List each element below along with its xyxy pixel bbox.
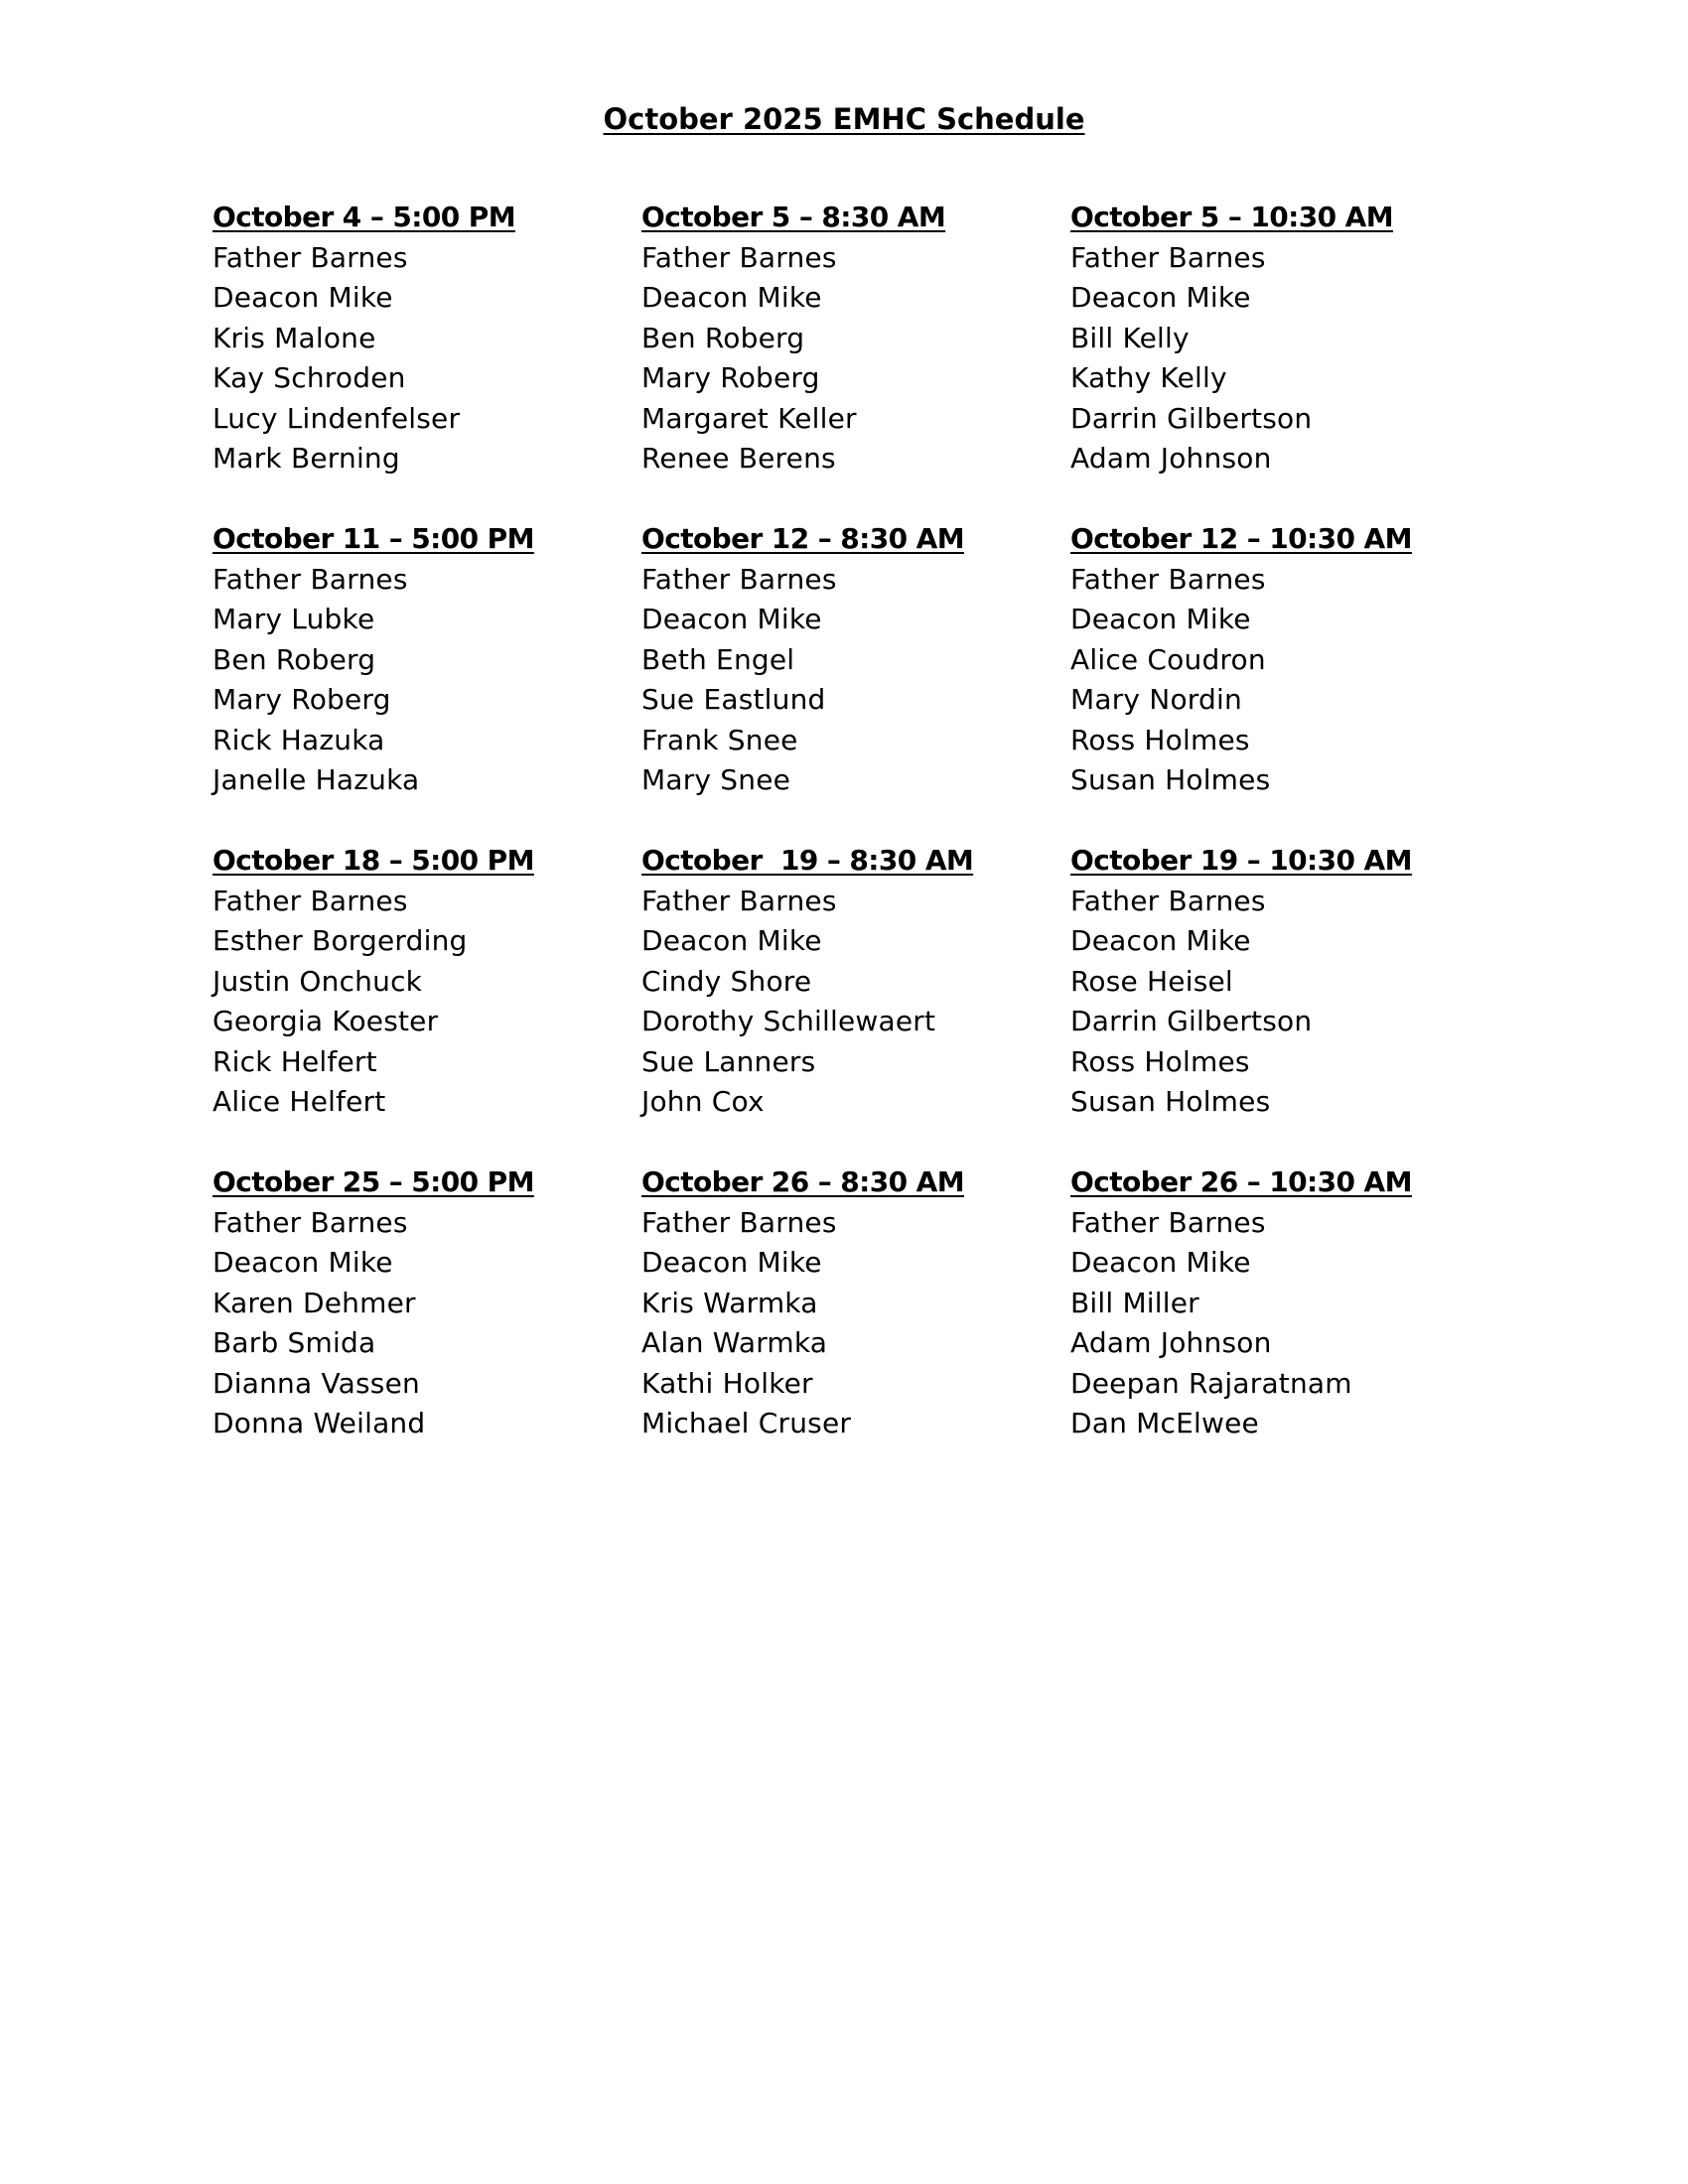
page-title: October 2025 EMHC Schedule (603, 102, 1085, 136)
minister-name: Kris Malone (212, 321, 376, 354)
service-time-heading: October 25 – 5:00 PM (212, 1165, 534, 1198)
minister-name: Dianna Vassen (212, 1366, 420, 1400)
schedule-block (212, 841, 641, 1162)
minister-name: Mary Roberg (212, 683, 391, 716)
schedule-block (1070, 1162, 1499, 1484)
minister-name: Father Barnes (641, 884, 837, 917)
minister-name: Deepan Rajaratnam (1070, 1366, 1352, 1400)
minister-name: Alice Coudron (1070, 642, 1266, 676)
minister-name: Deacon Mike (641, 924, 822, 957)
service-time-heading: October 12 – 8:30 AM (641, 522, 964, 555)
service-time-heading: October 5 – 8:30 AM (641, 201, 946, 233)
schedule-block (641, 1162, 1070, 1484)
minister-name: Karen Dehmer (212, 1286, 416, 1319)
minister-name: Georgia Koester (212, 1005, 439, 1037)
schedule-block (212, 1162, 641, 1484)
minister-list (641, 882, 1070, 1123)
minister-name: Mary Nordin (1070, 683, 1242, 716)
minister-name: Donna Weiland (212, 1407, 426, 1439)
service-time-heading: October 12 – 10:30 AM (1070, 522, 1412, 555)
minister-name: Bill Miller (1070, 1286, 1199, 1319)
minister-list (1070, 238, 1499, 479)
minister-name: Deacon Mike (641, 281, 822, 314)
minister-name: Mark Berning (212, 442, 400, 475)
minister-name: Adam Johnson (1070, 1326, 1272, 1359)
minister-name: Cindy Shore (641, 964, 812, 998)
minister-name: Deacon Mike (641, 1246, 822, 1279)
minister-name: John Cox (641, 1085, 765, 1118)
minister-name: Kris Warmka (641, 1286, 818, 1319)
minister-list (212, 882, 641, 1123)
minister-name: Kathi Holker (641, 1366, 813, 1400)
minister-name: Father Barnes (1070, 240, 1266, 274)
minister-list (212, 238, 641, 479)
minister-name: Renee Berens (641, 442, 836, 475)
schedule-grid (212, 198, 1503, 1484)
minister-list (1070, 882, 1499, 1123)
schedule-block (641, 841, 1070, 1162)
service-time-heading: October 11 – 5:00 PM (212, 522, 534, 555)
minister-name: Esther Borgerding (212, 924, 468, 957)
minister-name: Sue Lanners (641, 1044, 816, 1078)
minister-name: Adam Johnson (1070, 442, 1272, 475)
minister-name: Father Barnes (641, 1205, 837, 1239)
minister-name: Father Barnes (212, 1205, 408, 1239)
minister-name: Deacon Mike (212, 1246, 393, 1279)
minister-name: Mary Lubke (212, 603, 375, 635)
minister-name: Sue Eastlund (641, 683, 826, 716)
minister-name: Mary Snee (641, 763, 791, 796)
schedule-block (1070, 198, 1499, 519)
minister-name: Michael Cruser (641, 1407, 852, 1439)
minister-name: Dorothy Schillewaert (641, 1005, 936, 1037)
minister-name: Lucy Lindenfelser (212, 401, 461, 435)
minister-name: Deacon Mike (212, 281, 393, 314)
minister-name: Dan McElwee (1070, 1407, 1259, 1439)
minister-name: Alan Warmka (641, 1326, 828, 1359)
service-time-heading: October 18 – 5:00 PM (212, 844, 534, 877)
minister-name: Deacon Mike (1070, 281, 1251, 314)
minister-list (641, 1203, 1070, 1444)
minister-name: Mary Roberg (641, 361, 820, 394)
minister-name: Ross Holmes (1070, 723, 1250, 756)
minister-name: Father Barnes (212, 240, 408, 274)
schedule-block (641, 198, 1070, 519)
service-time-heading: October 19 – 10:30 AM (1070, 844, 1412, 877)
minister-name: Bill Kelly (1070, 321, 1190, 354)
minister-name: Margaret Keller (641, 401, 857, 435)
minister-name: Beth Engel (641, 642, 795, 676)
schedule-block (212, 198, 641, 519)
minister-name: Father Barnes (1070, 884, 1266, 917)
minister-name: Justin Onchuck (212, 964, 423, 998)
minister-list (212, 1203, 641, 1444)
minister-name: Janelle Hazuka (212, 763, 420, 796)
minister-name: Father Barnes (1070, 562, 1266, 596)
service-time-heading: October 4 – 5:00 PM (212, 201, 515, 233)
minister-name: Frank Snee (641, 723, 798, 756)
minister-name: Alice Helfert (212, 1085, 386, 1118)
minister-list (641, 238, 1070, 479)
minister-list (212, 560, 641, 801)
service-time-heading: October 26 – 8:30 AM (641, 1165, 964, 1198)
minister-name: Kay Schroden (212, 361, 406, 394)
schedule-block (641, 519, 1070, 841)
minister-name: Deacon Mike (1070, 1246, 1251, 1279)
minister-name: Kathy Kelly (1070, 361, 1227, 394)
schedule-block (212, 519, 641, 841)
minister-name: Deacon Mike (641, 603, 822, 635)
schedule-block (1070, 519, 1499, 841)
minister-name: Father Barnes (641, 562, 837, 596)
minister-name: Ben Roberg (641, 321, 805, 354)
minister-name: Darrin Gilbertson (1070, 1005, 1313, 1037)
minister-name: Ross Holmes (1070, 1044, 1250, 1078)
minister-name: Deacon Mike (1070, 924, 1251, 957)
minister-name: Father Barnes (212, 884, 408, 917)
minister-name: Father Barnes (641, 240, 837, 274)
minister-name: Barb Smida (212, 1326, 376, 1359)
schedule-block (1070, 841, 1499, 1162)
minister-name: Susan Holmes (1070, 1085, 1271, 1118)
minister-name: Rose Heisel (1070, 964, 1233, 998)
minister-name: Ben Roberg (212, 642, 376, 676)
service-time-heading: October 26 – 10:30 AM (1070, 1165, 1412, 1198)
minister-name: Darrin Gilbertson (1070, 401, 1313, 435)
minister-name: Deacon Mike (1070, 603, 1251, 635)
minister-name: Father Barnes (212, 562, 408, 596)
minister-name: Rick Helfert (212, 1044, 377, 1078)
minister-name: Rick Hazuka (212, 723, 385, 756)
minister-name: Susan Holmes (1070, 763, 1271, 796)
service-time-heading: October 5 – 10:30 AM (1070, 201, 1393, 233)
minister-list (1070, 560, 1499, 801)
minister-list (1070, 1203, 1499, 1444)
minister-list (641, 560, 1070, 801)
service-time-heading: October 19 – 8:30 AM (641, 844, 974, 877)
minister-name: Father Barnes (1070, 1205, 1266, 1239)
